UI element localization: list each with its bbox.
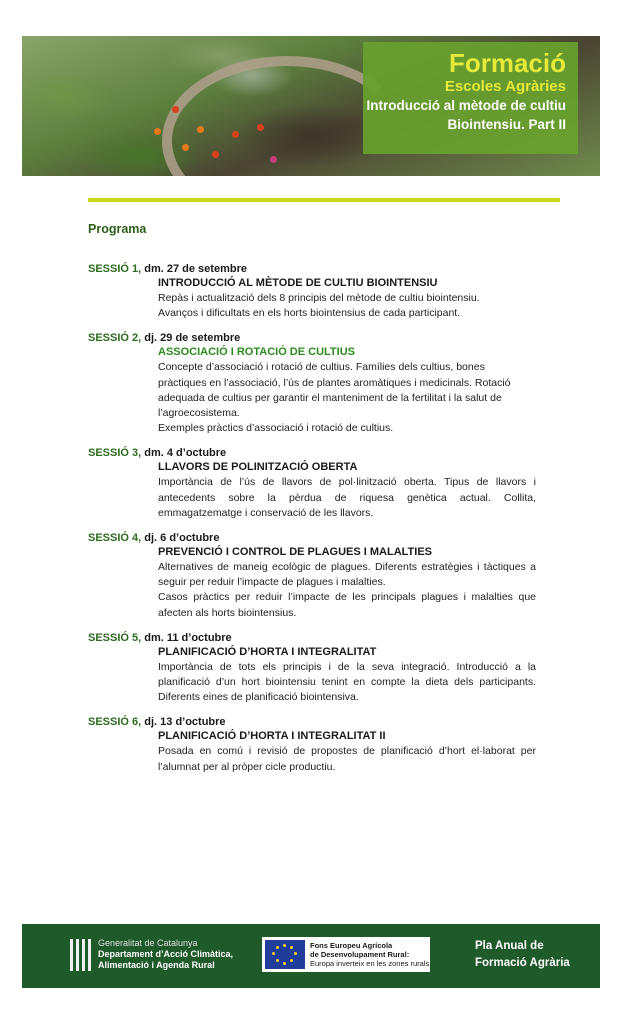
session-description [158, 744, 536, 774]
session-description [158, 360, 536, 436]
eu-flag-icon [265, 940, 305, 969]
pla-line2: Formació Agrària [475, 957, 570, 969]
eu-fund-badge [262, 937, 430, 972]
session-title: LLAVORS DE POLINITZACIÓ OBERTA [158, 461, 358, 474]
session-heading [88, 446, 536, 460]
session-desc-paragraph: Exemples pràctics d’associació i rotació de cultius. [158, 422, 394, 435]
generalitat-logo-icon [70, 939, 90, 971]
flower-icon [197, 126, 204, 133]
session-description [158, 560, 536, 621]
generalitat-text [98, 938, 233, 971]
page-title: Formació [448, 48, 566, 78]
course-title-line1: Introducció al mètode de cultiu [366, 98, 566, 113]
course-title-line2: Biointensiu. Part II [447, 117, 566, 132]
session-date: dj. 6 d’octubre [141, 532, 220, 545]
session-desc-paragraph: Importància de tots els principis i de la seva integració. Introducció a la planificació d’un hort biointensiu tenint en compte la dieta dels participants. Diferents eines de planificació biointensiva. [158, 660, 536, 704]
department-name-line2: Alimentació i Agenda Rural [98, 960, 215, 970]
generalitat-name: Generalitat de Catalunya [98, 938, 198, 948]
flower-icon [182, 144, 189, 151]
session-title: ASSOCIACIÓ I ROTACIÓ DE CULTIUS [158, 346, 355, 359]
session-date: dm. 11 d’octubre [141, 631, 232, 644]
session-3 [88, 446, 536, 521]
eu-fund-line1: Fons Europeu Agrícola [310, 941, 393, 950]
session-4 [88, 531, 536, 621]
session-6 [88, 715, 536, 774]
programa-heading: Programa [88, 222, 147, 236]
flower-icon [212, 151, 219, 158]
flower-icon [257, 124, 264, 131]
session-heading [88, 531, 536, 545]
session-number: SESSIÓ 4, [88, 532, 142, 545]
session-date: dm. 27 de setembre [141, 263, 247, 275]
session-desc-paragraph: Avanços i dificultats en els horts biointensius de cada participant. [158, 307, 461, 320]
header-banner [22, 36, 600, 176]
session-desc-paragraph: Alternatives de maneig ecològic de plagues. Diferents estratègies i tàctiques a seguir per reduir l’impacte de plagues i malalties. [158, 561, 536, 589]
divider-rule [88, 198, 560, 202]
session-number: SESSIÓ 2, [88, 332, 142, 345]
eu-fund-text [310, 941, 429, 968]
session-number: SESSIÓ 1, [88, 263, 142, 275]
session-title: INTRODUCCIÓ AL MÈTODE DE CULTIU BIOINTENSIU [158, 277, 438, 289]
session-date: dj. 29 de setembre [141, 332, 241, 345]
pla-line1: Pla Anual de [475, 940, 544, 952]
pla-anual-text [475, 938, 570, 972]
session-number: SESSIÓ 5, [88, 631, 142, 644]
session-heading [88, 331, 536, 345]
session-number: SESSIÓ 6, [88, 716, 142, 729]
eu-fund-line2: de Desenvolupament Rural: [310, 950, 410, 959]
sessions-list [88, 262, 536, 785]
session-heading [88, 715, 536, 729]
session-5 [88, 631, 536, 706]
session-desc-paragraph: Importància de l’ús de llavors de pol·linització oberta. Tipus de llavors i antecedents sobre la pèrdua de riquesa genètica actual. Collita, emmagatzematge i conservació de les llavors. [158, 476, 536, 519]
flower-icon [154, 128, 161, 135]
flower-icon [270, 156, 277, 163]
session-title: PLANIFICACIÓ D’HORTA I INTEGRALITAT II [158, 730, 386, 743]
session-description [158, 291, 536, 321]
session-date: dj. 13 d’octubre [141, 716, 226, 729]
session-description [158, 660, 536, 706]
session-desc-paragraph: Casos pràctics per reduir l’impacte de les principals plagues i malalties que afecten als horts biointensius. [158, 591, 536, 619]
page-subtitle: Escoles Agràries [444, 78, 566, 95]
session-number: SESSIÓ 3, [88, 447, 142, 460]
footer-bar [22, 924, 600, 988]
eu-fund-line3: Europa inverteix en les zones rurals [310, 959, 430, 968]
session-heading [88, 631, 536, 645]
title-box [363, 42, 578, 154]
session-heading [88, 262, 536, 276]
session-1 [88, 262, 536, 321]
flower-icon [172, 106, 179, 113]
flower-icon [232, 131, 239, 138]
session-description [158, 475, 536, 521]
session-2 [88, 331, 536, 436]
session-desc-paragraph: Repàs i actualització dels 8 principis del mètode de cultiu biointensiu. [158, 292, 480, 304]
session-date: dm. 4 d’octubre [141, 447, 227, 460]
session-title: PLANIFICACIÓ D’HORTA I INTEGRALITAT [158, 645, 377, 658]
session-title: PREVENCIÓ I CONTROL DE PLAGUES I MALALTIES [158, 546, 433, 559]
department-name-line1: Departament d’Acció Climàtica, [98, 949, 234, 959]
session-desc-paragraph: Concepte d’associació i rotació de cultius. Famílies dels cultius, bones pràctiques en l’associació, l’ús de plantes aromàtiques i medicinals. Rotació adequada de cultius per garantir el manteniment de la fertilitat i la salut de l’agroecosistema. [158, 361, 511, 420]
session-desc-paragraph: Posada en comú i revisió de propostes de planificació d’hort el·laborat per l’alumnat per al pròper cicle productiu. [158, 745, 536, 773]
